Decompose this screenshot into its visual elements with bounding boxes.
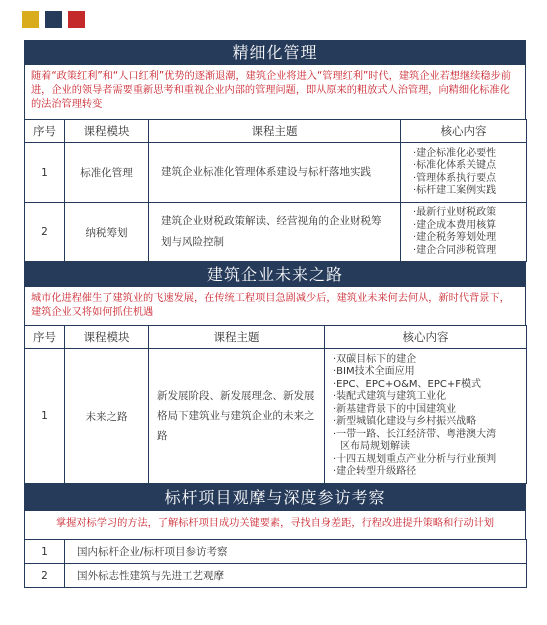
row-core [401,203,527,262]
core-item: ·十四五规划重点产业分析与行业预判 [333,453,497,465]
row-module: 标准化管理 [65,143,149,203]
core-item: ·建企成本费用核算 [413,219,497,231]
core-item: ·标杆建工案例实践 [413,185,497,196]
row-topic: 建筑企业标准化管理体系建设与标杆落地实践 [149,143,401,203]
gold-swatch [22,11,39,28]
core-item: ·一带一路、长江经济带、粤港澳大湾 [333,428,497,440]
section-intro: 城市化进程催生了建筑业的飞速发展，在传统工程项目急剧减少后，建筑业未来何去何从，新时代背景下，建筑企业又将如何抓住机遇 [24,287,526,325]
table-row [25,143,527,203]
row-text: 国外标志性建筑与先进工艺观摩 [65,564,527,588]
core-item: ·EPC、EPC+O&M、EPC+F模式 [333,378,481,390]
row-no: 2 [25,564,65,588]
core-item: ·标准化体系关键点 [413,160,497,171]
core-item: ·装配式建筑与建筑工业化 [333,391,447,402]
row-topic: 建筑企业财税政策解读、经营视角的企业财税筹划与风险控制 [149,203,401,262]
core-item: ·最新行业财税政策 [413,207,497,218]
header-topic: 课程主题 [149,326,325,349]
course-table-1 [24,119,527,262]
navy-swatch [45,11,62,28]
core-item: ·建企标准化必要性 [413,147,497,159]
core-item: ·建企合同涉税管理 [413,244,497,256]
course-sheet [24,40,526,588]
row-module: 未来之路 [65,349,149,484]
row-core [401,143,527,203]
section-intro: 随着“政策红利”和“人口红利”优势的逐渐退潮，建筑企业将进入“管理红利”时代，建筑企业若想继续稳步前进，企业的领导者需要重新思考和重视企业内部的管理问题，即从原来的粗放式人治管理，向精细化标准化的法治管理转变 [24,65,526,119]
table-row [25,203,527,262]
table-row [25,564,527,588]
header-core: 核心内容 [401,120,527,143]
core-item: 区布局规划解读 [340,441,410,452]
row-no: 1 [25,540,65,564]
row-no: 2 [25,203,65,262]
core-item: ·建企转型升级路径 [333,466,417,477]
row-topic: 新发展阶段、新发展理念、新发展格局下建筑业与建筑企业的未来之路 [149,349,325,484]
section-title-benchmark-visits: 标杆项目观摩与深度参访考察 [24,484,526,511]
row-no: 1 [25,349,65,484]
section-title-refined-management: 精细化管理 [24,40,526,65]
core-item: ·新基建背景下的中国建筑业 [333,403,457,415]
core-item: ·BIM技术全面应用 [333,366,415,377]
header-module: 课程模块 [65,326,149,349]
color-swatches [22,11,85,28]
header-module: 课程模块 [65,120,149,143]
header-topic: 课程主题 [149,120,401,143]
visit-table [24,539,527,588]
section-title-future-road: 建筑企业未来之路 [24,262,526,287]
table-header-row [25,326,527,349]
row-text: 国内标杆企业/标杆项目参访考察 [65,540,527,564]
row-core [325,349,527,484]
core-item: ·管理体系执行要点 [413,172,497,184]
row-no: 1 [25,143,65,203]
row-module: 纳税筹划 [65,203,149,262]
header-core: 核心内容 [325,326,527,349]
section-intro: 掌握对标学习的方法，了解标杆项目成功关键要素，寻找自身差距，行程改进提升策略和行动计划 [24,511,526,539]
header-no: 序号 [25,326,65,349]
core-item: ·双碳目标下的建企 [333,353,417,365]
table-row [25,540,527,564]
table-header-row [25,120,527,143]
header-no: 序号 [25,120,65,143]
course-table-2 [24,325,527,484]
red-swatch [68,11,85,28]
table-row [25,349,527,484]
core-item: ·新型城镇化建设与乡村振兴战略 [333,416,477,427]
core-item: ·建企税务筹划处理 [413,232,497,243]
